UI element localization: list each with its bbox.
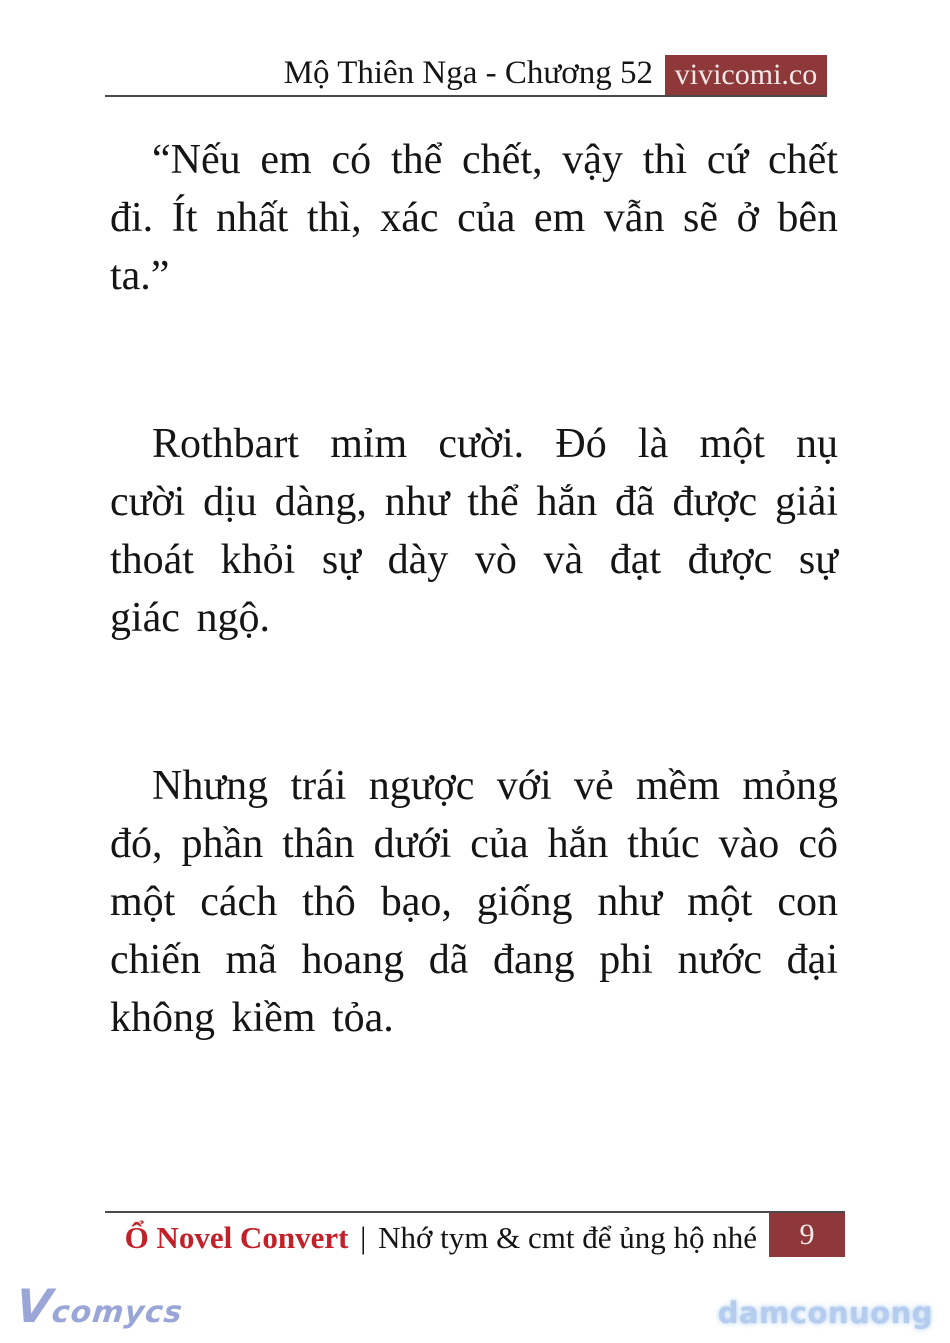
paragraph: Rothbart mỉm cười. Đó là một nụ cười dịu dàng, như thể hắn đã được giải thoát khỏi sự dày vò và đạt được sự giác ngộ. xyxy=(110,421,838,641)
damconuong-watermark: damconuong xyxy=(717,1296,933,1330)
vcomycs-watermark: Vcomycs xyxy=(13,1279,185,1333)
paragraph: “Nếu em có thể chết, vậy thì cứ chết đi. Ít nhất thì, xác của em vẫn sẽ ở bên ta.” xyxy=(110,137,838,299)
footer-brand: Ổ Novel Convert xyxy=(124,1220,349,1255)
chapter-title: Mộ Thiên Nga - Chương 52 xyxy=(283,55,653,91)
chapter-text xyxy=(110,131,838,1047)
footer-note: Nhớ tym & cmt để ủng hộ nhé xyxy=(378,1220,757,1255)
page-number-badge: 9 xyxy=(769,1213,845,1257)
page-header xyxy=(105,55,827,97)
footer-credit xyxy=(125,1213,757,1253)
footer-separator: | xyxy=(360,1220,367,1255)
site-badge[interactable]: vivicomi.co xyxy=(665,55,827,95)
page-footer xyxy=(105,1211,845,1257)
paragraph: Nhưng trái ngược với vẻ mềm mỏng đó, phần thân dưới của hắn thúc vào cô một cách thô bạo, giống như một con chiến mã hoang dã đang phi nước đại không kiềm tỏa. xyxy=(110,763,838,1041)
